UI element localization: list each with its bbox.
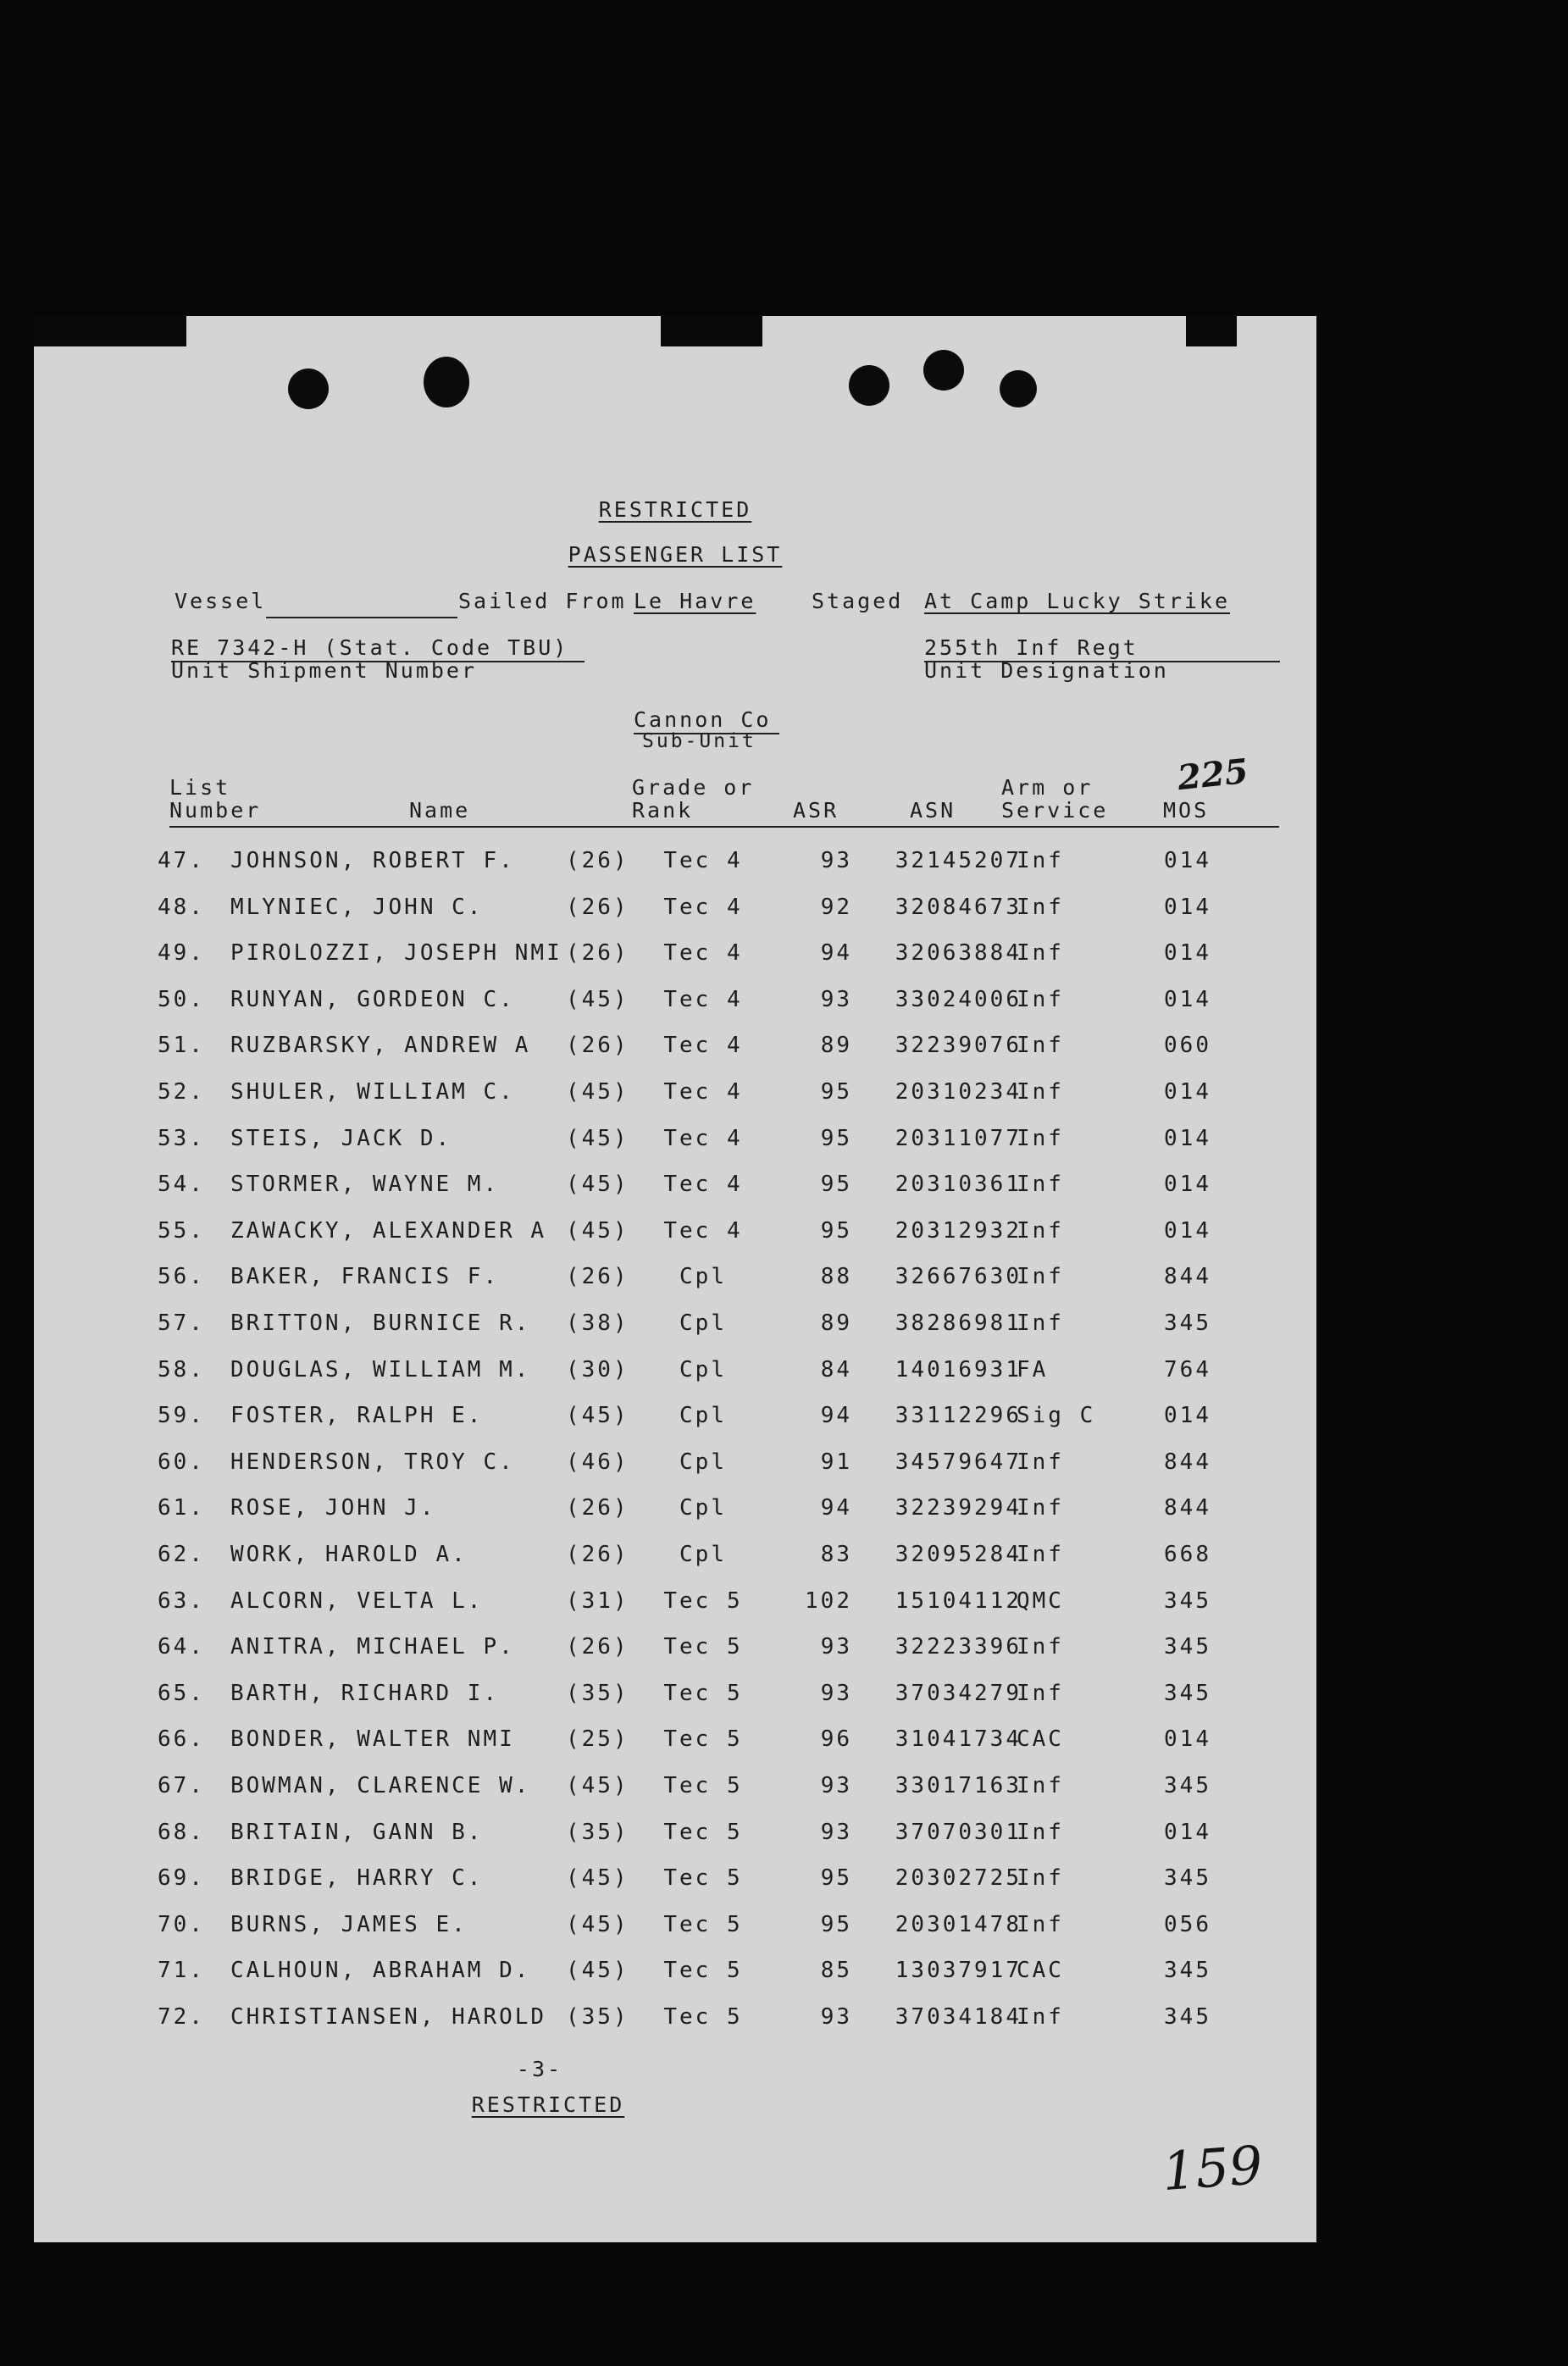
row-code: (30): [566, 1356, 629, 1382]
row-grade: Cpl: [679, 1542, 727, 1567]
top-edge-gap: [186, 316, 661, 346]
row-mos: 014: [1164, 1125, 1211, 1151]
row-name: CHRISTIANSEN, HAROLD: [230, 2004, 547, 2030]
row-code: (45): [566, 1079, 629, 1105]
row-asn: 37070301: [895, 1819, 1022, 1845]
row-asr: 92: [820, 894, 852, 920]
row-number: 65.: [158, 1680, 205, 1706]
table-row: [34, 890, 1316, 924]
row-grade: Cpl: [679, 1264, 727, 1290]
row-name: SHULER, WILLIAM C.: [230, 1079, 515, 1105]
header-list-number-1: List: [169, 775, 231, 800]
row-asn: 34579647: [895, 1449, 1022, 1475]
row-grade: Tec 4: [663, 1125, 743, 1151]
row-name: FOSTER, RALPH E.: [230, 1403, 484, 1429]
row-code: (26): [566, 894, 629, 920]
row-asr: 95: [820, 1911, 852, 1937]
row-code: (45): [566, 1217, 629, 1244]
row-name: BURNS, JAMES E.: [230, 1911, 468, 1937]
row-grade: Tec 4: [663, 1079, 743, 1105]
row-code: (45): [566, 1403, 629, 1429]
table-row: [34, 1167, 1316, 1201]
row-arm-service: Inf: [1017, 986, 1064, 1012]
row-number: 61.: [158, 1495, 205, 1521]
row-mos: 345: [1164, 1310, 1211, 1336]
row-asr: 84: [820, 1356, 852, 1382]
row-arm-service: Inf: [1017, 1819, 1064, 1845]
table-row: [34, 983, 1316, 1017]
row-mos: 844: [1164, 1449, 1211, 1475]
row-asr: 95: [820, 1079, 852, 1105]
row-grade: Tec 4: [663, 1172, 743, 1198]
row-grade: Tec 5: [663, 1680, 743, 1706]
unit-designation: 255th Inf Regt: [924, 635, 1139, 660]
table-row: [34, 1630, 1316, 1664]
row-mos: 014: [1164, 1819, 1211, 1845]
row-number: 72.: [158, 2004, 205, 2030]
row-asr: 93: [820, 1819, 852, 1845]
row-mos: 345: [1164, 1587, 1211, 1614]
row-name: WORK, HAROLD A.: [230, 1542, 468, 1567]
row-arm-service: Inf: [1017, 1264, 1064, 1290]
row-code: (35): [566, 1680, 629, 1706]
row-arm-service: Inf: [1017, 848, 1064, 873]
row-code: (45): [566, 1172, 629, 1198]
row-code: (35): [566, 1819, 629, 1845]
row-arm-service: FA: [1017, 1356, 1049, 1382]
row-code: (26): [566, 1495, 629, 1521]
row-mos: 345: [1164, 1773, 1211, 1798]
row-grade: Tec 5: [663, 1819, 743, 1845]
header-rule: [169, 826, 1279, 828]
row-code: (46): [566, 1449, 629, 1475]
row-code: (26): [566, 1542, 629, 1567]
vessel-blank-line: [266, 617, 457, 618]
row-mos: 844: [1164, 1264, 1211, 1290]
row-number: 56.: [158, 1264, 205, 1290]
row-name: DOUGLAS, WILLIAM M.: [230, 1356, 531, 1382]
sub-unit-label: Sub-Unit: [642, 730, 756, 752]
row-asn: 13037917: [895, 1958, 1022, 1984]
row-asr: 89: [820, 1310, 852, 1336]
row-asn: 14016931: [895, 1356, 1022, 1382]
row-arm-service: Sig C: [1017, 1403, 1096, 1429]
header-grade-2: Rank: [632, 798, 694, 823]
row-grade: Cpl: [679, 1310, 727, 1336]
row-mos: 014: [1164, 894, 1211, 920]
row-grade: Tec 5: [663, 1911, 743, 1937]
table-row: [34, 936, 1316, 970]
header-grade-1: Grade or: [632, 775, 755, 800]
row-asn: 32239076: [895, 1033, 1022, 1059]
table-row: [34, 1399, 1316, 1432]
staged-label: Staged: [812, 589, 904, 613]
sailed-from-label: Sailed From: [458, 589, 627, 613]
header-arm-1: Arm or: [1001, 775, 1094, 800]
row-arm-service: Inf: [1017, 1773, 1064, 1798]
row-asn: 32063884: [895, 940, 1022, 967]
row-arm-service: Inf: [1017, 1542, 1064, 1567]
header-arm-2: Service: [1001, 798, 1109, 823]
row-number: 71.: [158, 1958, 205, 1984]
row-grade: Tec 4: [663, 1217, 743, 1244]
row-number: 69.: [158, 1865, 205, 1892]
row-asn: 32223396: [895, 1634, 1022, 1660]
table-row: [34, 1028, 1316, 1062]
row-asn: 20310361: [895, 1172, 1022, 1198]
row-name: ZAWACKY, ALEXANDER A: [230, 1217, 547, 1244]
row-number: 54.: [158, 1172, 205, 1198]
row-grade: Cpl: [679, 1449, 727, 1475]
row-mos: 056: [1164, 1911, 1211, 1937]
header-asr: ASR: [793, 798, 839, 823]
punch-hole: [1000, 370, 1037, 407]
row-mos: 844: [1164, 1495, 1211, 1521]
row-grade: Tec 4: [663, 894, 743, 920]
punch-hole: [424, 357, 469, 407]
row-asr: 83: [820, 1542, 852, 1567]
row-code: (26): [566, 940, 629, 967]
vessel-label: Vessel: [175, 589, 267, 613]
row-number: 70.: [158, 1911, 205, 1937]
row-asr: 94: [820, 1495, 852, 1521]
row-code: (45): [566, 1773, 629, 1798]
row-code: (45): [566, 986, 629, 1012]
row-asn: 32084673: [895, 894, 1022, 920]
row-asr: 95: [820, 1125, 852, 1151]
row-mos: 345: [1164, 1958, 1211, 1984]
table-row: [34, 1445, 1316, 1479]
row-code: (26): [566, 1264, 629, 1290]
row-asr: 85: [820, 1958, 852, 1984]
row-number: 57.: [158, 1310, 205, 1336]
row-asn: 31041734: [895, 1726, 1022, 1753]
row-asr: 93: [820, 2004, 852, 2030]
row-name: ALCORN, VELTA L.: [230, 1587, 484, 1614]
punch-hole: [923, 350, 964, 391]
staged-value: At Camp Lucky Strike: [924, 589, 1231, 613]
row-name: STORMER, WAYNE M.: [230, 1172, 500, 1198]
header-mos: MOS: [1163, 798, 1210, 823]
row-code: (38): [566, 1310, 629, 1336]
table-row: [34, 1491, 1316, 1525]
table-row: [34, 2000, 1316, 2034]
row-code: (45): [566, 1865, 629, 1892]
row-grade: Tec 5: [663, 1958, 743, 1984]
table-row: [34, 1122, 1316, 1155]
sailed-from-value: Le Havre: [634, 589, 756, 613]
row-number: 68.: [158, 1819, 205, 1845]
row-code: (26): [566, 1634, 629, 1660]
row-name: BRITAIN, GANN B.: [230, 1819, 484, 1845]
row-arm-service: Inf: [1017, 1217, 1064, 1244]
row-asr: 95: [820, 1172, 852, 1198]
table-row: [34, 1908, 1316, 1942]
row-number: 58.: [158, 1356, 205, 1382]
row-mos: 014: [1164, 1079, 1211, 1105]
row-arm-service: Inf: [1017, 1911, 1064, 1937]
row-mos: 345: [1164, 2004, 1211, 2030]
header-restricted: RESTRICTED: [598, 497, 752, 522]
row-mos: 345: [1164, 1865, 1211, 1892]
row-code: (45): [566, 1125, 629, 1151]
row-arm-service: Inf: [1017, 2004, 1064, 2030]
row-code: (26): [566, 1033, 629, 1059]
row-asr: 93: [820, 986, 852, 1012]
row-name: BRIDGE, HARRY C.: [230, 1865, 484, 1892]
document-page: [34, 316, 1316, 2242]
row-mos: 060: [1164, 1033, 1211, 1059]
row-grade: Tec 5: [663, 1773, 743, 1798]
row-number: 59.: [158, 1403, 205, 1429]
table-row: [34, 1722, 1316, 1756]
top-edge-gap: [1237, 316, 1316, 346]
row-asn: 20302725: [895, 1865, 1022, 1892]
row-asr: 88: [820, 1264, 852, 1290]
row-asn: 20311077: [895, 1125, 1022, 1151]
row-number: 53.: [158, 1125, 205, 1151]
row-arm-service: Inf: [1017, 1449, 1064, 1475]
row-number: 67.: [158, 1773, 205, 1798]
row-arm-service: Inf: [1017, 894, 1064, 920]
row-number: 52.: [158, 1079, 205, 1105]
row-name: BONDER, WALTER NMI: [230, 1726, 515, 1753]
row-asr: 93: [820, 1680, 852, 1706]
row-asn: 15104112: [895, 1587, 1022, 1614]
row-mos: 668: [1164, 1542, 1211, 1567]
row-name: MLYNIEC, JOHN C.: [230, 894, 484, 920]
row-asr: 93: [820, 1773, 852, 1798]
row-asn: 32667630: [895, 1264, 1022, 1290]
row-number: 49.: [158, 940, 205, 967]
table-row: [34, 1214, 1316, 1248]
row-code: (45): [566, 1958, 629, 1984]
row-asn: 37034279: [895, 1680, 1022, 1706]
row-asr: 91: [820, 1449, 852, 1475]
row-name: CALHOUN, ABRAHAM D.: [230, 1958, 531, 1984]
row-code: (31): [566, 1587, 629, 1614]
row-number: 48.: [158, 894, 205, 920]
row-asn: 38286981: [895, 1310, 1022, 1336]
row-name: PIROLOZZI, JOSEPH NMI: [230, 940, 562, 967]
row-asr: 93: [820, 848, 852, 873]
row-mos: 014: [1164, 1726, 1211, 1753]
row-asr: 89: [820, 1033, 852, 1059]
header-asn: ASN: [910, 798, 956, 823]
punch-hole: [288, 368, 329, 409]
row-name: BARTH, RICHARD I.: [230, 1680, 500, 1706]
row-grade: Cpl: [679, 1403, 727, 1429]
row-grade: Tec 5: [663, 1865, 743, 1892]
header-list-number-2: Number: [169, 798, 262, 823]
row-name: JOHNSON, ROBERT F.: [230, 848, 515, 873]
row-asr: 94: [820, 940, 852, 967]
document-title: PASSENGER LIST: [568, 542, 783, 567]
row-asn: 20301478: [895, 1911, 1022, 1937]
row-grade: Cpl: [679, 1356, 727, 1382]
row-mos: 014: [1164, 848, 1211, 873]
row-asn: 20310234: [895, 1079, 1022, 1105]
row-name: RUNYAN, GORDEON C.: [230, 986, 515, 1012]
table-row: [34, 1584, 1316, 1618]
row-asn: 33112296: [895, 1403, 1022, 1429]
row-name: ROSE, JOHN J.: [230, 1495, 436, 1521]
row-arm-service: Inf: [1017, 1079, 1064, 1105]
row-number: 50.: [158, 986, 205, 1012]
shipment-number-label: Unit Shipment Number: [171, 658, 478, 683]
row-mos: 345: [1164, 1680, 1211, 1706]
row-name: RUZBARSKY, ANDREW A: [230, 1033, 531, 1059]
row-mos: 345: [1164, 1634, 1211, 1660]
row-grade: Cpl: [679, 1495, 727, 1521]
table-row: [34, 1815, 1316, 1849]
unit-designation-label: Unit Designation: [924, 658, 1169, 683]
row-asr: 95: [820, 1865, 852, 1892]
row-arm-service: CAC: [1017, 1726, 1064, 1753]
row-code: (26): [566, 848, 629, 873]
row-asr: 93: [820, 1634, 852, 1660]
table-row: [34, 1538, 1316, 1571]
punch-hole: [849, 365, 889, 406]
row-grade: Tec 4: [663, 848, 743, 873]
table-row: [34, 1953, 1316, 1987]
row-number: 55.: [158, 1217, 205, 1244]
row-mos: 014: [1164, 940, 1211, 967]
row-asr: 94: [820, 1403, 852, 1429]
row-arm-service: Inf: [1017, 1310, 1064, 1336]
row-number: 60.: [158, 1449, 205, 1475]
row-mos: 764: [1164, 1356, 1211, 1382]
row-number: 51.: [158, 1033, 205, 1059]
footer-page-number: -3-: [516, 2057, 563, 2081]
row-mos: 014: [1164, 986, 1211, 1012]
row-arm-service: Inf: [1017, 1680, 1064, 1706]
row-number: 66.: [158, 1726, 205, 1753]
row-asr: 102: [805, 1587, 852, 1614]
row-arm-service: Inf: [1017, 1634, 1064, 1660]
row-grade: Tec 4: [663, 986, 743, 1012]
table-row: [34, 1353, 1316, 1387]
row-arm-service: Inf: [1017, 1865, 1064, 1892]
row-asn: 33017163: [895, 1773, 1022, 1798]
top-edge-gap: [762, 316, 1186, 346]
table-row: [34, 1260, 1316, 1294]
row-mos: 014: [1164, 1217, 1211, 1244]
sub-unit: Cannon Co: [634, 707, 772, 732]
row-code: (35): [566, 2004, 629, 2030]
row-code: (25): [566, 1726, 629, 1753]
table-row: [34, 1306, 1316, 1340]
row-name: BOWMAN, CLARENCE W.: [230, 1773, 531, 1798]
row-name: BAKER, FRANCIS F.: [230, 1264, 500, 1290]
row-arm-service: QMC: [1017, 1587, 1064, 1614]
row-arm-service: Inf: [1017, 1033, 1064, 1059]
header-name: Name: [409, 798, 471, 823]
row-asn: 37034184: [895, 2004, 1022, 2030]
row-grade: Tec 5: [663, 1634, 743, 1660]
row-arm-service: Inf: [1017, 940, 1064, 967]
table-row: [34, 1769, 1316, 1803]
row-grade: Tec 4: [663, 940, 743, 967]
row-grade: Tec 5: [663, 2004, 743, 2030]
row-arm-service: CAC: [1017, 1958, 1064, 1984]
row-number: 62.: [158, 1542, 205, 1567]
row-asn: 33024006: [895, 986, 1022, 1012]
handwritten-corner-mark: 159: [1160, 2133, 1265, 2203]
row-asn: 32239294: [895, 1495, 1022, 1521]
row-number: 47.: [158, 848, 205, 873]
row-arm-service: Inf: [1017, 1125, 1064, 1151]
row-grade: Tec 4: [663, 1033, 743, 1059]
row-name: ANITRA, MICHAEL P.: [230, 1634, 515, 1660]
row-arm-service: Inf: [1017, 1172, 1064, 1198]
row-name: STEIS, JACK D.: [230, 1125, 452, 1151]
shipment-number: RE 7342-H (Stat. Code TBU): [171, 635, 569, 660]
row-number: 63.: [158, 1587, 205, 1614]
row-name: BRITTON, BURNICE R.: [230, 1310, 531, 1336]
footer-restricted: RESTRICTED: [471, 2092, 625, 2117]
row-asr: 95: [820, 1217, 852, 1244]
row-grade: Tec 5: [663, 1587, 743, 1614]
table-row: [34, 1861, 1316, 1895]
table-row: [34, 844, 1316, 878]
row-mos: 014: [1164, 1403, 1211, 1429]
row-mos: 014: [1164, 1172, 1211, 1198]
row-asn: 32145207: [895, 848, 1022, 873]
table-row: [34, 1075, 1316, 1109]
row-asr: 96: [820, 1726, 852, 1753]
row-asn: 32095284: [895, 1542, 1022, 1567]
handwritten-page-number: 225: [1175, 751, 1250, 799]
row-arm-service: Inf: [1017, 1495, 1064, 1521]
table-row: [34, 1676, 1316, 1710]
row-grade: Tec 5: [663, 1726, 743, 1753]
row-number: 64.: [158, 1634, 205, 1660]
row-asn: 20312932: [895, 1217, 1022, 1244]
row-name: HENDERSON, TROY C.: [230, 1449, 515, 1475]
row-code: (45): [566, 1911, 629, 1937]
